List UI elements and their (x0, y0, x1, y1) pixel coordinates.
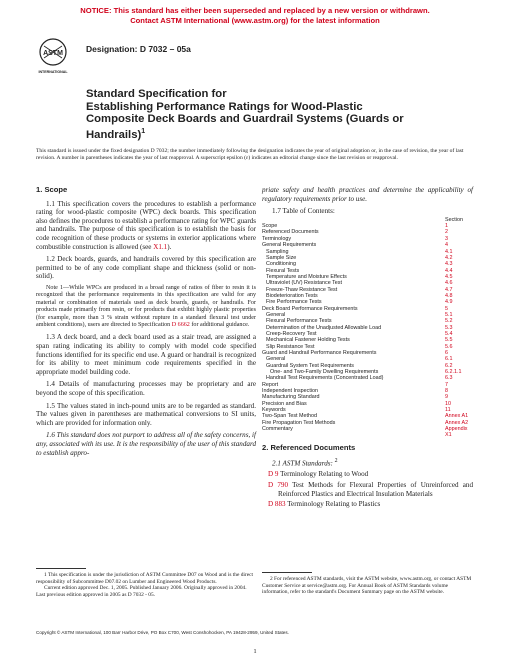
toc-label: Conditioning (266, 261, 296, 268)
footnote-rule-left (36, 568, 86, 569)
toc-rows (262, 223, 473, 439)
toc-label: General Requirements (262, 242, 317, 249)
title-line-1: Standard Specification for (86, 88, 227, 100)
standard-description: Test Methods for Flexural Properties of Unreinforced and Reinforced Plastics and Electrical Insulation Materials (278, 480, 473, 498)
toc-section-number: 5.2 (445, 318, 453, 325)
toc-section-number: 5.3 (445, 324, 453, 331)
toc-label: General (266, 356, 286, 363)
toc-section-number: 5.4 (445, 330, 453, 337)
toc-section-number: Annex A2 (445, 419, 469, 426)
intro-paragraph: This standard is issued under the fixed designation D 7032; the number immediately following the designation indicates the year of original adoption or, in the case of revision, the year of last revision. A number in parentheses indicates the year of last reapproval. A superscript epsilon (ε) indicates an editorial change since the last revision or reapproval. (36, 148, 464, 162)
toc-label: Deck Board Performance Requirements (262, 305, 358, 312)
toc-label: Flexural Performance Tests (266, 318, 332, 325)
toc-section-number: 4.5 (445, 273, 453, 280)
logo-text: ASTM (43, 50, 63, 57)
toc-section-number: 4.6 (445, 280, 453, 287)
standard-item (262, 500, 473, 509)
right-column (262, 186, 473, 511)
toc-section-number: 5.5 (445, 337, 453, 344)
toc-label: Determination of the Unadjusted Allowable Load (266, 324, 382, 331)
link-d6662[interactable]: D 6662 (171, 321, 190, 328)
toc-label: Guardrail System Test Requirements (266, 362, 354, 369)
standard-description: Terminology Relating to Plastics (287, 500, 381, 509)
toc-section-number: 4 (445, 242, 448, 249)
table-of-contents (262, 217, 473, 439)
toc-label: Independent Inspection (262, 388, 319, 395)
section-heading-referenced-documents: 2. Referenced Documents (262, 442, 356, 452)
toc-section-number: 4.8 (445, 292, 453, 299)
standard-code-link[interactable]: D 883 (268, 500, 286, 509)
toc-label: Precision and Bias (262, 400, 307, 407)
toc-label: Scope (262, 223, 278, 230)
toc-label: Creep-Recovery Test (266, 330, 317, 337)
toc-section-number: 9 (445, 394, 448, 401)
toc-label: Sampling (266, 248, 289, 255)
standard-description: Terminology Relating to Wood (280, 470, 369, 479)
paragraph-1-3: 1.3 A deck board, and a deck board used as a stair tread, are assigned a span rating indicating its ability to comply with model code specified functions identified for its specific end use. A guard or handrail is recognized for its ability to meet minimum code requirements specified in the appropriate model building code. (36, 333, 256, 376)
footnotes-right (262, 576, 473, 596)
paragraph-2-1: 2.1 ASTM Standards: $^2$ (272, 458, 338, 468)
footnotes-left (36, 572, 256, 599)
footnote-1-edition: Current edition approved Dec. 1, 2005. Published January 2006. Originally approved in 2004. Last previous edition approved in 2005 as D 7032 - 05. (36, 585, 247, 599)
toc-section-number: 4.7 (445, 286, 453, 293)
toc-section-number: 6 (445, 350, 448, 356)
toc-label: Guard and Handrail Performance Requirements (262, 350, 377, 356)
footnote-1: 1 This specification is under the jurisdiction of ASTM Committee D07 on Wood and is the direct responsibility of Subcommittee D07.02 on Lumber and Engineered Wood Products. (36, 572, 253, 585)
notice-line-1: NOTICE: This standard has either been superseded and replaced by a new version or withdrawn. (80, 6, 430, 15)
astm-logo-icon (38, 36, 68, 76)
toc-label: Ultraviolet (UV) Resistance Test (266, 280, 342, 287)
toc-label: Fire Propagation Test Methods (262, 419, 336, 426)
toc-label: Two-Span Test Method (262, 413, 318, 420)
title-line-4: Handrails)$^1$ (86, 127, 146, 141)
toc-section-number: 6.2 (445, 362, 453, 369)
standard-item (262, 481, 473, 498)
toc-label: Handrail Test Requirements (Concentrated Load) (266, 375, 384, 382)
toc-section-number: 7 (445, 381, 448, 388)
toc-section-number: 10 (445, 400, 451, 407)
standard-item (262, 470, 473, 479)
toc-label: Commentary (262, 426, 293, 433)
toc-section-number: Annex A1 (445, 413, 469, 420)
toc-label: Fire Performance Tests (266, 299, 322, 306)
toc-section-number: 5 (445, 305, 448, 312)
toc-label: Sample Size (266, 254, 297, 261)
toc-section-number: 4.4 (445, 267, 453, 274)
title-line-2: Establishing Performance Ratings for Wood-Plastic (86, 100, 363, 113)
left-column (36, 186, 256, 461)
footnote-rule-right (262, 572, 312, 573)
toc-label: Keywords (262, 407, 286, 414)
toc-section-number: 3 (445, 235, 448, 242)
title-footnote-mark: 1 (141, 127, 146, 135)
paragraph-1-4: 1.4 Details of manufacturing processes may be proprietary and are beyond the scope of this specification. (36, 380, 256, 397)
toc-section-number: 11 (445, 407, 451, 414)
toc-section-number: 8 (445, 388, 448, 395)
toc-label: Terminology (262, 235, 292, 242)
toc-label: Mechanical Fastener Holding Tests (266, 337, 350, 344)
toc-label: One- and Two-Family Dwelling Requirements (270, 369, 379, 376)
toc-label: Report (262, 381, 279, 388)
toc-section-number: 4.2 (445, 254, 453, 261)
toc-label: Temperature and Moisture Effects (266, 273, 347, 280)
paragraph-1-7: 1.7 Table of Contents: (272, 207, 335, 216)
toc-header: Section (445, 216, 463, 223)
logo-subtext: INTERNATIONAL (38, 70, 68, 74)
toc-section-number: 4.9 (445, 299, 453, 306)
paragraph-1-6-continued: priate safety and health practices and determine the applicability of regulatory requirements prior to use. (262, 186, 473, 203)
toc-label: General (266, 311, 286, 318)
link-x1-1[interactable]: X1.1 (153, 242, 168, 251)
toc-section-number: 6.1 (445, 356, 453, 363)
toc-section-number: Appendix X1 (445, 426, 468, 439)
toc-label: Slip Resistance Test (266, 343, 315, 350)
section-heading-scope: 1. Scope (36, 185, 68, 194)
toc-section-number: 5.1 (445, 311, 453, 318)
footnote-2: 2 For referenced ASTM standards, visit the ASTM website, www.astm.org, or contact ASTM Customer Service at service@astm.org. For Annual Book of ASTM Standards volume information, refer to the standard's Document Summary page on the ASTM website. (262, 576, 472, 596)
toc-label: Biodeterioration Tests (266, 292, 318, 299)
toc-section-number: 5.6 (445, 343, 453, 350)
toc-section-number: 4.3 (445, 261, 453, 268)
paragraph-1-2: 1.2 Deck boards, guards, and handrails covered by this specification are permitted to be of any code compliant shape and thickness (solid or non-solid). (36, 255, 256, 281)
toc-label: Manufacturing Standard (262, 394, 320, 401)
page-number: 1 (253, 648, 257, 655)
notice-line-2: Contact ASTM International (www.astm.org) for the latest information (130, 16, 380, 25)
toc-section-number: 6.2.1.1 (445, 369, 462, 376)
toc-section-number: 1 (445, 223, 448, 230)
toc-row[interactable] (262, 426, 473, 439)
paragraph-1-5: 1.5 The values stated in inch-pound units are to be regarded as standard. The values given in parentheses are mathematical conversions to SI units, which are provided for information only. (36, 401, 256, 427)
copyright-line: Copyright © ASTM International, 100 Barr Harbor Drive, PO Box C700, West Conshohocken, PA 19428-2959, United States. (36, 630, 289, 635)
paragraph-1-1: 1.1 This specification covers the procedures to establish a performance rating for wood-plastic composite (WPC) deck boards. This specification also defines the procedures to establish a performance rating for WPC guards and handrails. The purpose of this specification is to establish the basis for code recognition of these products or systems in exterior applications where combustible construction is allowed (see X1.1). (36, 199, 256, 251)
standards-list (262, 470, 473, 508)
toc-label: Flexural Tests (266, 267, 300, 274)
toc-section-number: 6.3 (445, 375, 453, 382)
toc-section-number: 2 (445, 229, 448, 236)
withdrawal-notice (0, 6, 510, 26)
toc-label: Referenced Documents (262, 229, 319, 236)
document-title (86, 88, 466, 141)
standard-code-link[interactable]: D 9 (268, 470, 279, 479)
designation: Designation: D 7032 – 05a (86, 44, 191, 54)
title-line-3: Composite Deck Boards and Guardrail Systems (Guards or (86, 113, 404, 126)
note-1: Note 1—While WPCs are produced in a broad range of ratios of fiber to resin it is recognized that the performance requirements in this specification are valid for any material or combination of materials used as deck boards, guards, or handrails. For products made primarily from resin, or for products that exhibit highly plastic properties (for example, more than 3 % strain without rupture in a standard flexural test under ambient conditions), users are directed to Specification D 6662 for additional guidance. (36, 284, 256, 328)
toc-section-number: 4.1 (445, 248, 453, 255)
toc-label: Freeze-Thaw Resistance Test (266, 286, 338, 293)
paragraph-1-6: 1.6 This standard does not purport to address all of the safety concerns, if any, associated with its use. It is the responsibility of the user of this standard to establish appro- (36, 431, 256, 457)
standard-code-link[interactable]: D 790 (268, 480, 289, 489)
